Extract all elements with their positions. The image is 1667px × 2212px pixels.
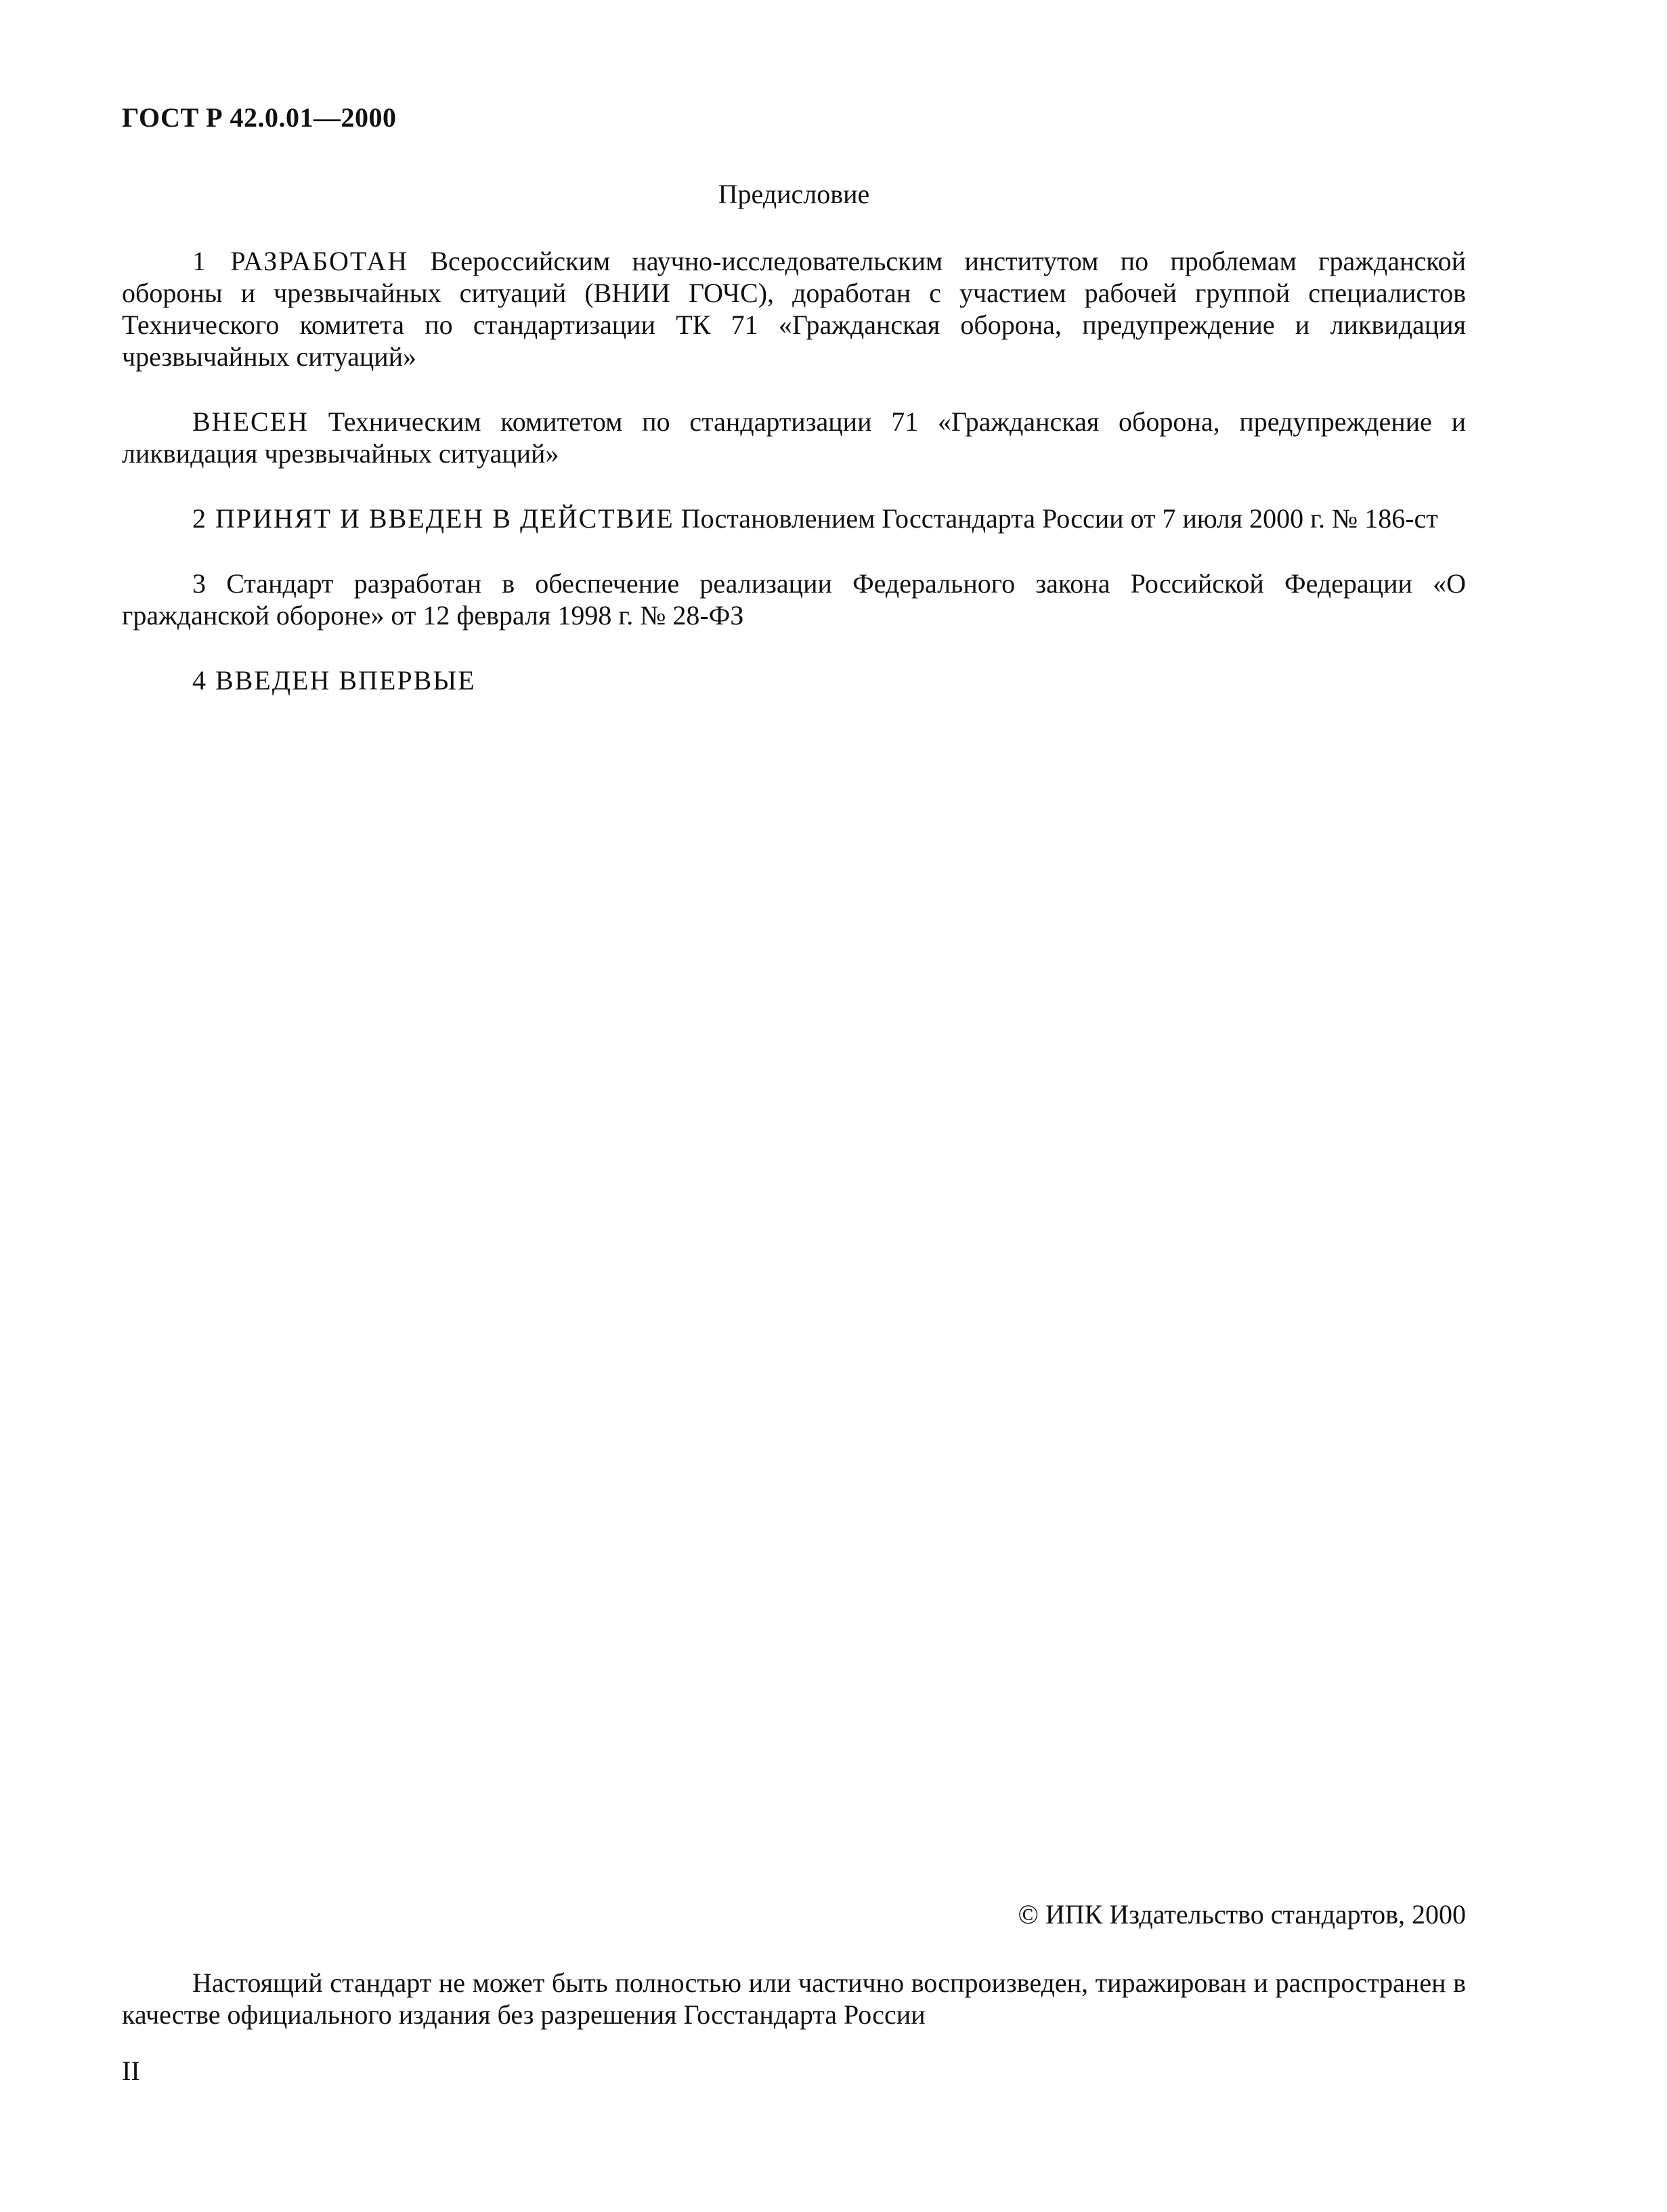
preface-item-law <box>122 568 1466 631</box>
page-number: II <box>122 2056 140 2086</box>
document-code: ГОСТ Р 42.0.01—2000 <box>122 102 397 133</box>
preface-body <box>122 245 1466 729</box>
preface-item-submitted-label: ВНЕСЕН <box>192 406 309 437</box>
preface-item-developed-label: 1 РАЗРАБОТАН <box>192 246 409 276</box>
preface-item-adopted-label: 2 ПРИНЯТ И ВВЕДЕН В ДЕЙСТВИЕ <box>192 503 674 534</box>
preface-item-law-text: 3 Стандарт разработан в обеспечение реализации Федерального закона Российской Федерации «О гражданской обороне» от 12 февраля 1998 г. № 28-ФЗ <box>122 568 1466 631</box>
preface-item-submitted <box>122 406 1466 469</box>
preface-item-adopted <box>122 503 1466 534</box>
reproduction-notice: Настоящий стандарт не может быть полностью или частично воспроизведен, тиражирован и распространен в качестве официального издания без разрешения Госстандарта России <box>122 1968 1466 2030</box>
preface-item-first-introduced-label: 4 ВВЕДЕН ВПЕРВЫЕ <box>192 665 476 696</box>
preface-item-developed-text: Всероссийским научно-исследовательским институтом по проблемам гражданской обороны и чрезвычайных ситуаций (ВНИИ ГОЧС), доработан с участием рабочей группой специалистов Технического комитета по стандартизации ТК 71 «Гражданская оборона, предупреждение и ликвидация чрезвычайных ситуаций» <box>122 246 1467 372</box>
preface-item-adopted-text: Постановлением Госстандарта России от 7 июля 2000 г. № 186-ст <box>674 503 1438 534</box>
preface-item-first-introduced <box>122 664 1466 696</box>
preface-item-submitted-text: Техническим комитетом по стандартизации 71 «Гражданская оборона, предупреждение и ликвидация чрезвычайных ситуаций» <box>122 406 1466 469</box>
copyright-line: © ИПК Издательство стандартов, 2000 <box>1018 1899 1466 1930</box>
preface-title: Предисловие <box>718 179 870 209</box>
preface-item-developed <box>122 245 1466 373</box>
